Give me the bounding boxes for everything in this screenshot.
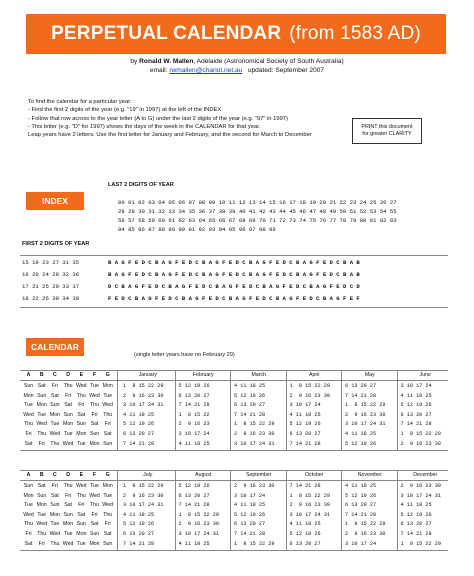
month-name: February: [192, 372, 214, 378]
weekday-cell: Sat: [90, 521, 99, 528]
weekday-cell: Thu: [76, 492, 86, 499]
weekday-cell: Sun: [23, 483, 34, 489]
calendar-bottom-line: [20, 550, 448, 551]
instructions: [28, 98, 348, 139]
page-subtitle: (from 1583 AD): [289, 23, 421, 44]
weekday-cell: Wed: [62, 540, 74, 547]
weekday-cell: Mon: [63, 421, 74, 428]
weekday-cell: Tue: [90, 383, 99, 389]
century-cell: 17 21 25 29 33 37: [22, 283, 80, 290]
index-label: [26, 192, 84, 210]
month-day-row: 5 12 19 26: [400, 511, 432, 518]
month-day-row: 7 14 21 28: [289, 483, 321, 489]
calendar-letter-header: G: [105, 472, 110, 478]
weekday-cell: Wed: [62, 440, 74, 447]
month-day-row: 6 13 20 27: [400, 411, 432, 418]
month-day-row: 7 14 21 28: [178, 402, 210, 409]
weekday-cell: Thu: [24, 521, 33, 528]
weekday-cell: Sun: [23, 383, 34, 389]
weekday-cell: Thu: [103, 511, 113, 518]
calendar-top-line: [20, 370, 448, 371]
weekday-cell: Sun: [76, 521, 86, 528]
calendar-letter-header: B: [39, 372, 44, 378]
month-day-row: 5 12 19 26: [178, 483, 210, 489]
weekday-cell: Fri: [38, 540, 45, 547]
weekday-cell: Fri: [91, 511, 98, 518]
year-row: 28 29 30 31 32 33 34 35 36 37 38 39 40 41 42 43 44 45 46 47 48 49 50 51 52 53 54 55: [118, 208, 397, 215]
month-day-row: 4 11 18 25: [345, 483, 377, 489]
weekday-cell: Mon: [36, 502, 47, 509]
weekday-cell: Sun: [50, 502, 60, 509]
month-separator: [341, 470, 342, 551]
updated-date: updated: September 2007: [247, 67, 325, 74]
weekday-cell: Thu: [50, 540, 60, 547]
calendar-letter-header: A: [26, 372, 31, 378]
weekday-cell: Sat: [64, 402, 72, 409]
weekday-cell: Wed: [102, 402, 113, 409]
month-day-row: 5 12 19 26: [400, 402, 432, 409]
month-name: May: [364, 372, 375, 378]
weekday-cell: Mon: [23, 392, 34, 399]
weekday-cell: Thu: [90, 402, 99, 409]
weekday-cell: Thu: [90, 502, 99, 509]
weekday-cell: Tue: [63, 531, 73, 537]
weekday-cell: Sun: [37, 492, 47, 499]
month-name: March: [251, 372, 266, 378]
calendar-letter-header: D: [66, 372, 70, 378]
month-day-row: 7 14 21 28: [123, 540, 155, 547]
year-row: 84 85 86 87 88 89 90 91 92 93 94 95 96 97 98 99: [118, 226, 276, 233]
month-day-row: 7 14 21 28: [234, 531, 266, 537]
month-day-row: 6 13 20 27: [345, 383, 377, 389]
weekday-cell: Mon: [89, 440, 100, 447]
month-name: September: [246, 472, 272, 478]
month-day-row: 5 12 19 26: [123, 421, 155, 428]
month-day-row: 1 8 15 22 29: [234, 540, 275, 547]
month-day-row: 5 12 19 26: [234, 511, 266, 518]
weekday-cell: Mon: [76, 531, 87, 537]
weekday-cell: Thu: [103, 411, 113, 418]
month-day-row: 2 9 16 23 30: [345, 531, 386, 537]
month-day-row: 2 9 16 23 30: [178, 521, 219, 528]
calendar-letter-header: C: [53, 472, 57, 478]
month-name: June: [419, 372, 431, 378]
month-day-row: 7 14 21 28: [234, 411, 266, 418]
month-day-row: 2 9 16 23 30: [123, 392, 164, 399]
month-day-row: 4 11 18 25: [289, 411, 321, 418]
weekday-cell: Wed: [89, 492, 100, 499]
weekday-cell: Tue: [24, 402, 33, 409]
month-name: December: [413, 472, 438, 478]
month-separator: [286, 470, 287, 551]
month-day-row: 4 11 18 25: [400, 502, 432, 509]
instruction-line: - Find the first 2 digits of the year (e.g. "19" in 1997) at the left of the INDEX: [28, 107, 222, 114]
weekday-cell: Wed: [76, 383, 87, 389]
index-label-text: INDEX: [42, 196, 68, 206]
weekday-cell: Fri: [51, 383, 58, 389]
month-separator: [397, 370, 398, 451]
weekday-cell: Sat: [77, 511, 86, 518]
year-row: 56 57 58 59 60 61 62 63 64 65 66 67 68 69 70 71 72 73 74 75 76 77 78 79 80 81 82 83: [118, 217, 397, 224]
month-day-row: 6 13 20 27: [178, 392, 210, 399]
calendar-letter-header: F: [92, 472, 97, 478]
month-day-row: 4 11 18 25: [234, 383, 266, 389]
weekday-cell: Mon: [63, 521, 74, 528]
last2-digits-label: LAST 2 DIGITS OF YEAR: [108, 182, 174, 188]
weekday-cell: Fri: [65, 492, 72, 499]
year-row: 00 01 02 03 04 05 06 07 08 09 10 11 12 13 14 15 16 17 18 19 20 21 22 23 24 25 26 27: [118, 199, 397, 206]
author-name: Ronald W. Mallen: [139, 58, 194, 65]
month-day-row: 1 8 15 22 29: [123, 483, 164, 489]
month-day-row: 5 12 19 26: [345, 440, 377, 447]
author-affiliation: , Adelaide (Astronomical Society of South Australia): [193, 58, 344, 65]
month-day-row: 7 14 21 28: [345, 511, 377, 518]
month-separator: [175, 470, 176, 551]
month-day-row: 6 13 20 27: [400, 521, 432, 528]
calendar-header-line: [20, 380, 448, 381]
calendar-top-line: [20, 470, 448, 471]
weekday-cell: Sun: [63, 411, 73, 418]
month-day-row: 6 13 20 27: [289, 540, 321, 547]
weekday-cell: Thu: [50, 440, 60, 447]
month-day-row: 6 13 20 27: [234, 521, 266, 528]
year-letter-row: D C B A G F E D C B A G F E D C B A G F E D C B A G F E D C B A G F E D C D: [108, 283, 360, 290]
weekday-cell: Mon: [49, 411, 60, 418]
calendar-letter-header: F: [92, 372, 97, 378]
instruction-line: - Follow that row across to the year letter (A to G) under the last 2 digits of the year (e.g. "97" in 1997): [28, 115, 288, 122]
month-separator: [286, 370, 287, 451]
weekday-cell: Tue: [24, 502, 33, 509]
calendar-letter-header: B: [39, 472, 44, 478]
month-day-row: 5 12 19 26: [178, 383, 210, 389]
month-day-row: 6 13 20 27: [234, 402, 266, 409]
weekday-cell: Tue: [37, 511, 47, 518]
month-day-row: 1 8 15 22 29: [400, 540, 441, 547]
century-cell: 16 20 24 28 32 36: [22, 271, 80, 278]
month-day-row: 6 13 20 27: [178, 492, 210, 499]
month-day-row: 7 14 21 28: [178, 502, 210, 509]
weekday-cell: Mon: [36, 402, 47, 409]
month-day-row: 2 9 16 23 30: [289, 392, 330, 399]
month-day-row: 1 8 15 22 29: [123, 383, 164, 389]
month-day-row: 3 10 17 24: [400, 383, 432, 389]
month-day-row: 1 8 15 22 29: [345, 521, 386, 528]
month-day-row: 6 13 20 27: [289, 431, 321, 437]
weekday-cell: Fri: [25, 531, 32, 537]
weekday-cell: Thu: [76, 392, 86, 399]
month-day-row: 4 11 18 25: [400, 392, 432, 399]
month-name: August: [195, 472, 212, 478]
weekday-cell: Sat: [103, 531, 112, 537]
weekday-cell: Sun: [103, 540, 113, 547]
calendar-letter-header: C: [53, 372, 57, 378]
weekday-cell: Thu: [24, 421, 33, 428]
month-day-row: 3 10 17 24: [289, 402, 321, 409]
weekday-cell: Tue: [50, 521, 60, 528]
month-day-row: 2 9 16 23 30: [345, 411, 386, 418]
weekday-cell: Wed: [102, 502, 113, 509]
calendar-separator: [117, 470, 118, 551]
month-day-row: 1 8 15 22 29: [178, 511, 219, 518]
weekday-cell: Wed: [89, 392, 100, 399]
weekday-cell: Thu: [37, 531, 47, 537]
year-letter-row: F E D C B A G F E D C B A G F E D C B A G F E D C B A G F E D C B A G F E F: [108, 295, 360, 302]
weekday-cell: Fri: [78, 502, 85, 509]
month-separator: [341, 370, 342, 451]
calendar-bottom-line: [20, 450, 448, 451]
year-letter-row: B A G F E D C B A G F E D C B A G F E D C B A G F E D C B A G F E D C B A B: [108, 259, 360, 266]
weekday-cell: Fri: [25, 431, 32, 437]
month-name: January: [138, 372, 157, 378]
month-separator: [397, 470, 398, 551]
instruction-line: Leap years have 2 letters. Use the first letter for January and February, and the second for March to December: [28, 132, 312, 139]
calendar-label-text: CALENDAR: [31, 342, 79, 352]
email-label: email:: [149, 67, 168, 74]
page-title: PERPETUAL CALENDAR: [51, 23, 282, 44]
month-day-row: 6 13 20 27: [123, 531, 155, 537]
weekday-cell: Tue: [76, 540, 86, 547]
calendar-letter-header: E: [79, 472, 84, 478]
calendar-letter-header: G: [105, 372, 110, 378]
clarity-line: PRINT this document: [361, 124, 413, 130]
month-name: November: [357, 472, 382, 478]
month-day-row: 5 12 19 26: [123, 521, 155, 528]
calendar-letter-header: A: [26, 472, 31, 478]
month-day-row: 1 8 15 22 29: [345, 402, 386, 409]
weekday-cell: Mon: [23, 492, 34, 499]
weekday-cell: Sun: [89, 531, 100, 537]
month-day-row: 6 13 20 27: [123, 431, 155, 437]
month-day-row: 4 11 18 25: [345, 431, 377, 437]
weekday-cell: Fri: [38, 440, 45, 447]
month-day-row: 7 14 21 28: [289, 440, 321, 447]
title-banner: [26, 14, 446, 54]
index-bottom-line: [20, 307, 448, 308]
email-link[interactable]: rwmallen@chariot.net.au: [169, 67, 243, 74]
month-day-row: 3 10 17 24 31: [234, 440, 275, 447]
month-day-row: 5 12 19 26: [234, 392, 266, 399]
calendar-separator: [117, 370, 118, 451]
month-day-row: 3 10 17 24 31: [289, 511, 330, 518]
weekday-cell: Wed: [23, 411, 34, 418]
month-day-row: 2 9 16 23 30: [400, 483, 441, 489]
weekday-cell: Sun: [103, 440, 113, 447]
weekday-cell: Sat: [64, 502, 72, 509]
instruction-line: To find the calendar for a particular year:: [28, 99, 132, 105]
weekday-cell: Mon: [49, 511, 60, 518]
month-day-row: 2 9 16 23 30: [123, 492, 164, 499]
weekday-cell: Sat: [50, 492, 59, 499]
weekday-cell: Sat: [24, 440, 33, 447]
weekday-cell: Wed: [23, 511, 34, 518]
weekday-cell: Tue: [63, 431, 73, 437]
weekday-cell: Sat: [77, 411, 86, 418]
weekday-cell: Fri: [51, 483, 58, 489]
month-day-row: 1 8 15 22 29: [289, 383, 330, 389]
month-day-row: 5 12 19 26: [289, 531, 321, 537]
weekday-cell: Fri: [104, 421, 111, 428]
month-day-row: 3 10 17 24 31: [123, 402, 164, 409]
byline-prefix: by: [130, 58, 138, 65]
month-separator: [175, 370, 176, 451]
month-day-row: 1 8 15 22 29: [234, 421, 275, 428]
weekday-cell: Sat: [50, 392, 59, 399]
month-separator: [230, 470, 231, 551]
weekday-cell: Tue: [76, 440, 86, 447]
month-day-row: 2 9 16 23 30: [234, 483, 275, 489]
weekday-cell: Tue: [103, 492, 113, 499]
weekday-cell: Wed: [76, 483, 87, 489]
month-day-row: 5 12 19 26: [289, 421, 321, 428]
weekday-cell: Sat: [24, 540, 33, 547]
month-day-row: 4 11 18 25: [178, 440, 210, 447]
calendar-letter-header: D: [66, 472, 70, 478]
weekday-cell: Thu: [37, 431, 47, 437]
month-day-row: 7 14 21 28: [400, 531, 432, 537]
weekday-cell: Sat: [37, 383, 46, 389]
month-day-row: 3 10 17 24: [178, 431, 210, 437]
month-separator: [230, 370, 231, 451]
weekday-cell: Tue: [90, 483, 99, 489]
century-cell: 18 22 26 30 34 38: [22, 295, 80, 302]
weekday-cell: Mon: [102, 483, 113, 489]
month-day-row: 1 8 15 22 29: [289, 492, 330, 499]
month-day-row: 7 14 21 28: [345, 392, 377, 399]
byline-contact: [0, 67, 474, 74]
month-day-row: 2 9 16 23 30: [234, 431, 275, 437]
month-day-row: 4 11 18 25: [178, 540, 210, 547]
weekday-cell: Tue: [50, 421, 60, 428]
weekday-cell: Fri: [78, 402, 85, 409]
weekday-cell: Mon: [89, 540, 100, 547]
month-day-row: 3 10 17 24: [345, 540, 377, 547]
calendar-label: [26, 338, 84, 356]
month-day-row: 7 14 21 28: [123, 440, 155, 447]
calendar-note: (single letter years have no February 29): [134, 352, 235, 358]
weekday-cell: Sun: [37, 392, 47, 399]
month-day-row: 3 10 17 24 31: [178, 531, 219, 537]
month-day-row: 1 8 15 22 29: [400, 431, 441, 437]
weekday-cell: Thu: [63, 383, 73, 389]
month-name: July: [143, 472, 153, 478]
weekday-cell: Sat: [103, 431, 112, 437]
weekday-cell: Fri: [65, 392, 72, 399]
month-name: October: [305, 472, 324, 478]
weekday-cell: Sun: [89, 431, 100, 437]
month-day-row: 6 13 20 27: [345, 502, 377, 509]
month-day-row: 3 10 17 24 31: [123, 502, 164, 509]
clarity-line: for greater CLARITY: [362, 131, 412, 137]
weekday-cell: Wed: [36, 521, 47, 528]
month-day-row: 4 11 18 25: [123, 511, 155, 518]
month-day-row: 4 11 18 25: [234, 502, 266, 509]
weekday-cell: Wed: [49, 431, 61, 437]
month-day-row: 1 8 15 22: [178, 411, 210, 418]
month-day-row: 2 9 16 23 30: [289, 502, 330, 509]
month-day-row: 4 11 18 25: [123, 411, 155, 418]
month-day-row: 3 10 17 24 31: [345, 421, 386, 428]
byline-author: [0, 58, 474, 65]
century-cell: 15 19 23 27 31 35: [22, 259, 80, 266]
weekday-cell: Wed: [36, 421, 47, 428]
month-name: April: [309, 372, 320, 378]
weekday-cell: Sun: [50, 402, 60, 409]
weekday-cell: Mon: [76, 431, 87, 437]
month-day-row: 4 11 18 25: [289, 521, 321, 528]
month-day-row: 2 9 16 23 30: [400, 440, 441, 447]
weekday-cell: Sat: [90, 421, 99, 428]
year-letter-row: B A G F E D C B A G F E D C B A G F E D C B A G F E D C B A G F E D C B A B: [108, 271, 360, 278]
index-divider: [20, 255, 448, 256]
first2-digits-label: FIRST 2 DIGITS OF YEAR: [22, 241, 90, 247]
weekday-cell: Wed: [49, 531, 61, 537]
weekday-cell: Mon: [102, 383, 113, 389]
weekday-cell: Tue: [103, 392, 113, 399]
month-day-row: 7 14 21 28: [400, 421, 432, 428]
weekday-cell: Sun: [63, 511, 73, 518]
weekday-cell: Fri: [91, 411, 98, 418]
print-clarity-note: [352, 118, 422, 144]
weekday-cell: Sun: [76, 421, 86, 428]
month-day-row: 5 12 19 26: [345, 492, 377, 499]
calendar-header-line: [20, 480, 448, 481]
weekday-cell: Tue: [37, 411, 47, 418]
weekday-cell: Sat: [37, 483, 46, 489]
instruction-line: - This letter (e.g. "D" for 1997) shows the days of the week in the CALENDAR for that year.: [28, 123, 261, 130]
weekday-cell: Thu: [63, 483, 73, 489]
month-day-row: 2 9 16 23: [178, 421, 210, 428]
month-day-row: 3 10 17 24 31: [400, 492, 441, 499]
weekday-cell: Fri: [104, 521, 111, 528]
calendar-letter-header: E: [79, 372, 84, 378]
month-day-row: 3 10 17 24: [234, 492, 266, 499]
